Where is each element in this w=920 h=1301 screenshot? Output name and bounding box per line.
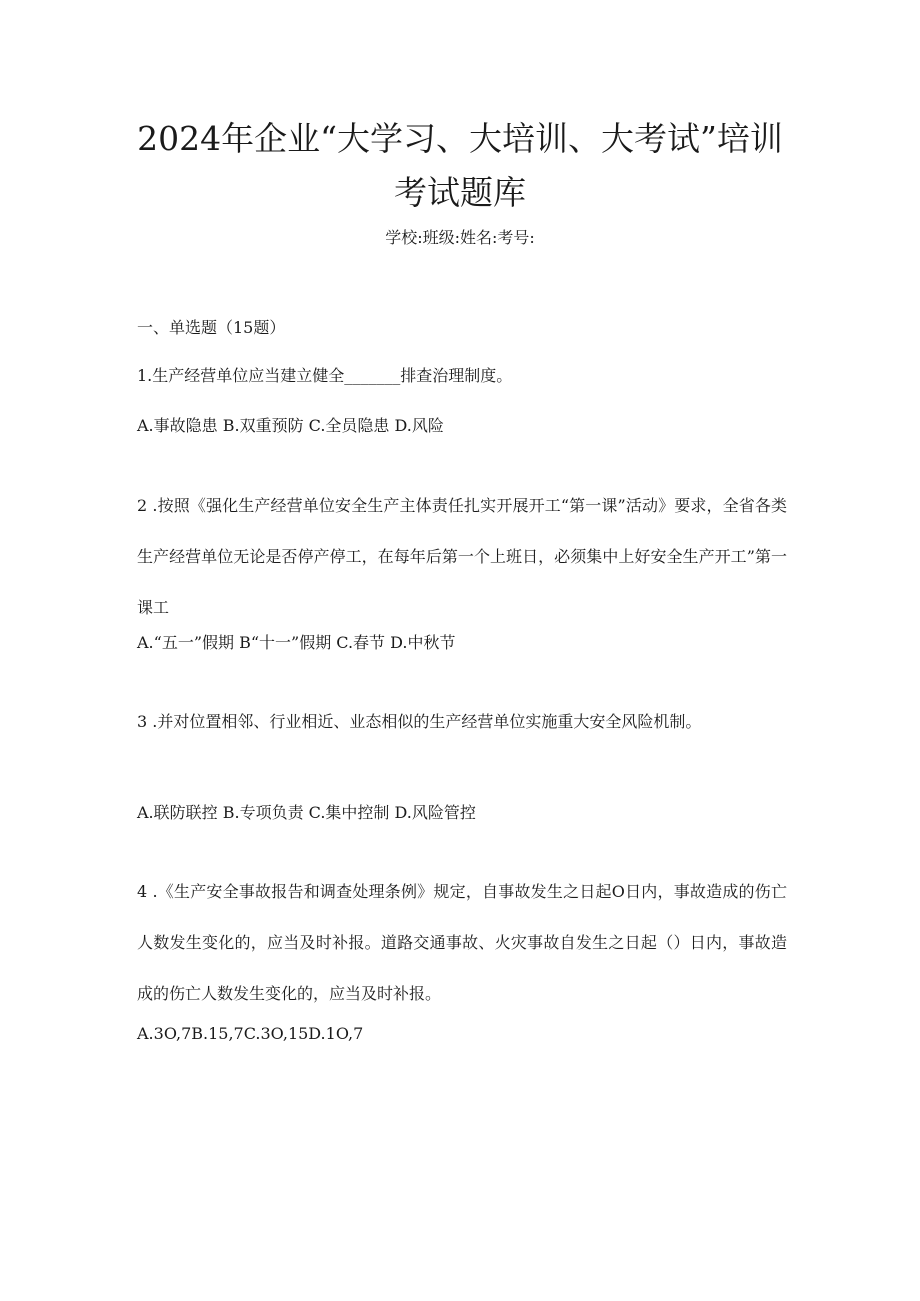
question-4-options: A.3O,7B.15,7C.3O,15D.1O,7	[137, 1024, 364, 1043]
question-3-options: A.联防联控 B.专项负责 C.集中控制 D.风险管控	[137, 803, 476, 822]
question-4-text: 4 .《生产安全事故报告和调查处理条例》规定，自事故发生之日起O日内，事故造成的伤亡人数发生变化的，应当及时补报。道路交通事故、火灾事故自发生之日起（）日内，事故造成的伤亡人数发生变化的，应当及时补报。	[137, 882, 787, 1003]
question-2-options: A.“五一”假期 B“十一”假期 C.春节 D.中秋节	[137, 633, 456, 652]
document-title: 2024年企业“大学习、大培训、大考试”培训考试题库	[137, 119, 783, 212]
question-2-text: 2 .按照《强化生产经营单位安全生产主体责任扎实开展开工“第一课”活动》要求，全省各类生产经营单位无论是否停产停工，在每年后第一个上班日，必须集中上好安全生产开工”第一课工	[137, 496, 787, 617]
question-3-text: 3 .并对位置相邻、行业相近、业态相似的生产经营单位实施重大安全风险机制。	[137, 712, 702, 731]
question-1-options: A.事故隐患 B.双重预防 C.全员隐患 D.风险	[137, 416, 444, 435]
student-info-line: 学校:班级:姓名:考号:	[385, 228, 535, 247]
section-heading: 一、单选题（15题）	[137, 318, 286, 337]
question-1-text: 1.生产经营单位应当建立健全_______排查治理制度。	[137, 366, 513, 385]
